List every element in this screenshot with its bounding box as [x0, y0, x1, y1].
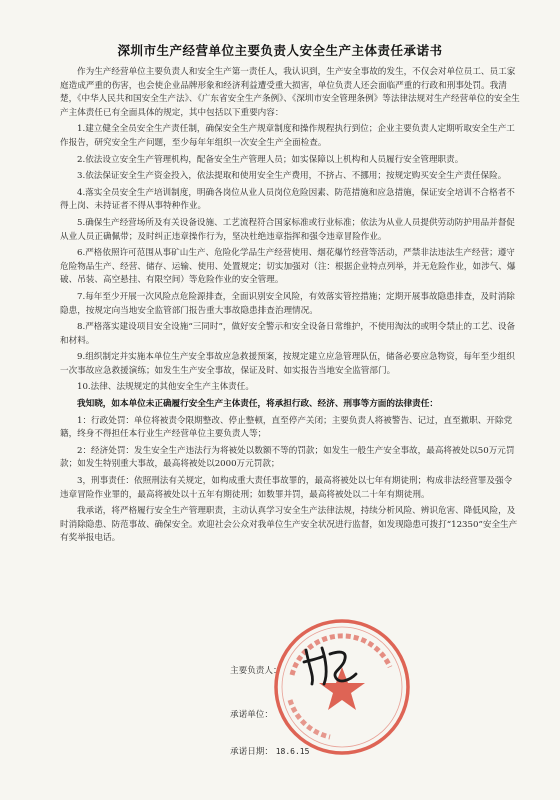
intro-paragraph: 作为生产经营单位主要负责人和安全生产第一责任人，我认识到，生产安全事故的发生，不仅会对单位员工、员工家庭造成严重的伤害，也会使企业品牌形象和经济利益遭受重大损害，单位负责人还会面临严重的行政和刑事处罚。我清楚，《中华人民共和国安全生产法》、《广东省安全生产条例》、《深圳市安全管理条例》等法律法规对生产经营单位的安全生产主体责任已有全面具体的规定，其中包括以下重要内容：	[60, 67, 520, 118]
signature-row-unit	[230, 708, 273, 720]
document-title: 深圳市生产经营单位主要负责人安全生产主体责任承诺书	[117, 43, 443, 58]
list-item: 3.依法保证安全生产资金投入，依法提取和使用安全生产费用，不挤占、不挪用；按规定购买安全生产责任保险。	[77, 171, 507, 182]
liability-item: 3，刑事责任：依照刑法有关规定，如构成重大责任事故罪的，最高将被处以七年有期徒刑；构成非法经营罪及强令违章冒险作业罪的，最高将被处以十五年有期徒刑；如数罪并罚，最高将被处以二十年有期徒刑。	[60, 476, 513, 500]
signature-row-responsible	[230, 664, 282, 676]
list-item: 9.组织制定并实施本单位生产安全事故应急救援预案，按规定建立应急管理队伍，储备必要应急物资，每年至少组织一次事故应急救援演练；如发生生产安全事故，保证及时、如实报告当地安全监管部门。	[60, 352, 515, 376]
list-item: 1.建立健全全员安全生产责任制，确保安全生产规章制度和操作规程执行到位；企业主要负责人定期听取安全生产工作报告，研究安全生产问题，至少每年年组织一次安全生产全面检查。	[60, 124, 515, 148]
document-body	[60, 66, 520, 549]
list-item: 7.每年至少开展一次风险点危险源排查，全面识别安全风险，有效落实管控措施；定期开展事故隐患排查，及时消除隐患，按规定向当地安全监管部门报告重大事故隐患排查治理情况。	[60, 291, 515, 316]
list-item: 8.严格落实建设项目安全设施“三同时”，做好安全警示和安全设备日常维护，不使用淘汰的或明令禁止的工艺、设备和材料。	[60, 322, 516, 346]
list-item: 10.法律、法规规定的其他安全生产主体责任。	[77, 382, 254, 393]
liability-intro: 我知晓，如本单位未正确履行安全生产主体责任，将承担行政、经济、刑事等方面的法律责任：	[77, 399, 438, 410]
signature-row-date	[230, 745, 309, 757]
closing-paragraph: 我承诺，将严格履行安全生产管理职责，主动认真学习安全生产法律法规，持续分析风险、辨识危害、降低风险，及时消除隐患、防范事故、确保安全。欢迎社会公众对我单位生产安全状况进行监督，如发现隐患可拨打“12350”安全生产有奖举报电话。	[60, 506, 518, 544]
date-label: 承诺日期：	[230, 747, 273, 757]
responsible-label: 主要负责人：	[230, 666, 282, 676]
liability-item: 2：经济处罚：发生安全生产违法行为将被处以数额不等的罚款；如发生一般生产安全事故，最高将被处以50万元罚款；如发生特别重大事故，最高将被处以2000万元罚款；	[60, 445, 515, 470]
list-item: 2.依法设立安全生产管理机构，配备安全生产管理人员；如实保障以上机构和人员履行安全管理职责。	[77, 154, 464, 165]
list-item: 4.落实全员安全生产培训制度，明确各岗位从业人员岗位危险因素、防范措施和应急措施，保证安全培训不合格者不得上岗、未持证者不得从事特种作业。	[60, 187, 515, 212]
liability-item: 1：行政处罚：单位将被责令限期整改、停止整顿，直至停产关闭；主要负责人将被警告、记过，直至撤职、开除党籍，终身不得担任本行业生产经营单位主要负责人等；	[60, 415, 513, 440]
list-item: 6.严格依照许可范围从事矿山生产、危险化学品生产经营使用、烟花爆竹经营等活动，严禁非法违法生产经营；遵守危险物品生产、经营、储存、运输、使用、处置规定；切实加强对（注：根据企业特点列举，并无危险作业，如涉气、爆破、吊装、高空悬挂、有限空间）等危险作业的安全管理。	[60, 248, 516, 286]
list-item: 5.确保生产经营场所及有关设备设施、工艺流程符合国家标准或行业标准；依法为从业人员提供劳动防护用品并督促从业人员正确佩带；及时纠正违章操作行为，坚决杜绝违章指挥和强令违章冒险作业。	[60, 217, 515, 242]
date-value: 18.6.15	[275, 747, 310, 756]
handwritten-signature-icon	[300, 640, 360, 688]
unit-label: 承诺单位：	[230, 710, 273, 720]
